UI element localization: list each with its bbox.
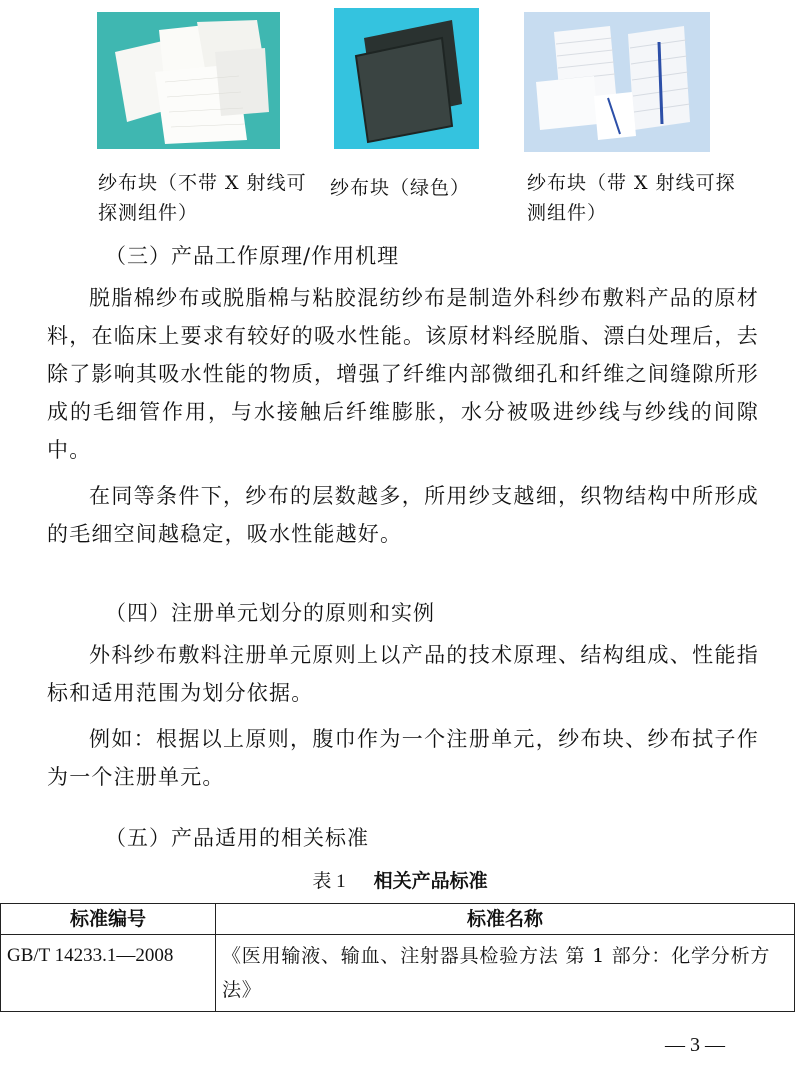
- paragraph: 外科纱布敷料注册单元原则上以产品的技术原理、结构组成、性能指标和适用范围为划分依据。: [47, 643, 759, 705]
- section-4: [47, 598, 759, 796]
- section-heading: （三）产品工作原理/作用机理: [105, 244, 400, 268]
- figure-caption: 纱布块（不带 X 射线可探测组件）: [98, 172, 307, 224]
- gauze-white-photo: [97, 12, 280, 149]
- section-5: [47, 823, 759, 853]
- gauze-stack-photo: [524, 12, 710, 152]
- table-caption: [0, 866, 800, 893]
- header-standard-code: 标准编号: [1, 904, 216, 935]
- figure-caption: 纱布块（绿色）: [330, 177, 471, 199]
- table-header-row: [1, 904, 795, 935]
- section-heading: （五）产品适用的相关标准: [105, 826, 369, 850]
- paragraph: 例如：根据以上原则，腹巾作为一个注册单元，纱布块、纱布拭子作为一个注册单元。: [47, 727, 759, 789]
- paragraph: 脱脂棉纱布或脱脂棉与粘胶混纺纱布是制造外科纱布敷料产品的原材料，在临床上要求有较好的吸水性能。该原材料经脱脂、漂白处理后，去除了影响其吸水性能的物质，增强了纤维内部微细孔和纤维之间缝隙所形成的毛细管作用，与水接触后纤维膨胀，水分被吸进纱线与纱线的间隙中。: [47, 286, 759, 462]
- paragraph: 在同等条件下，纱布的层数越多，所用纱支越细，织物结构中所形成的毛细空间越稳定，吸水性能越好。: [47, 484, 759, 546]
- header-standard-name: 标准名称: [216, 904, 795, 935]
- section-heading: （四）注册单元划分的原则和实例: [105, 601, 435, 625]
- standard-code-cell: GB/T 14233.1—2008: [1, 935, 216, 1012]
- figure-caption: 纱布块（带 X 射线可探测组件）: [527, 172, 736, 224]
- table-row: [1, 935, 795, 1012]
- page-number: — 3 —: [665, 1034, 725, 1056]
- figure-row: [0, 8, 800, 233]
- standard-name-cell: 《医用输液、输血、注射器具检验方法 第 1 部分：化学分析方法》: [216, 935, 795, 1012]
- table-title: 相关产品标准: [373, 870, 488, 892]
- table-number: 表 1: [312, 871, 346, 892]
- section-3: [47, 241, 759, 553]
- standards-table: [0, 903, 795, 1012]
- gauze-green-photo: [334, 8, 479, 149]
